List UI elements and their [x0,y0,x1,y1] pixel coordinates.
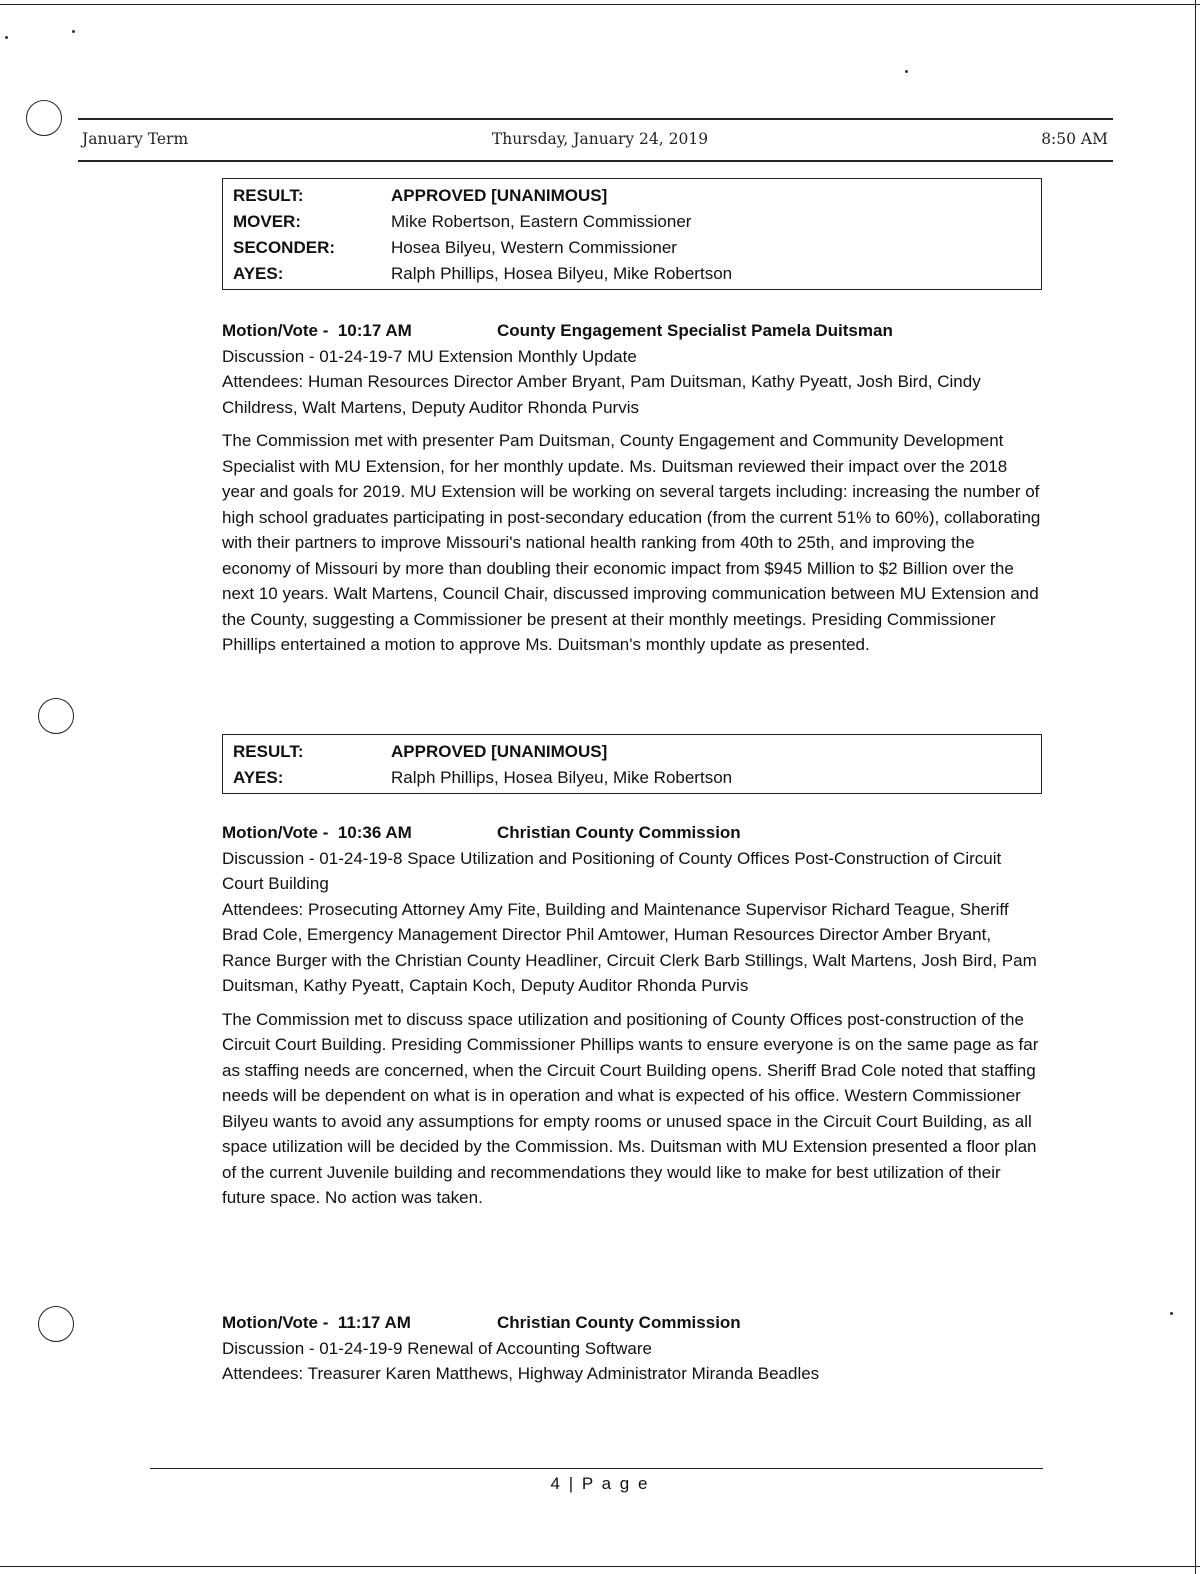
attendees-line: Attendees: Prosecuting Attorney Amy Fite, Building and Maintenance Supervisor Richard Teague, Sheriff Brad Cole, Emergency Management Director Phil Amtower, Human Resources Director Amber Bryant, Rance Burger with the Christian County Headliner, Circuit Clerk Barb Stillings, Walt Martens, Josh Bird, Pam Duitsman, Kathy Pyeatt, Captain Koch, Deputy Auditor Rhonda Purvis [222,899,1037,995]
scan-speck [905,70,908,73]
result-row [233,183,1031,209]
mover-value: Mike Robertson, Eastern Commissioner [391,212,692,231]
discussion-line: Discussion - 01-24-19-9 Renewal of Accounting Software [222,1338,652,1358]
ayes-value: Ralph Phillips, Hosea Bilyeu, Mike Robertson [391,264,733,283]
motion-time: Motion/Vote - 10:17 AM [222,321,412,340]
scan-speck [5,36,8,39]
scan-speck [72,30,75,33]
ayes-label: AYES: [233,264,284,283]
result-value: APPROVED [UNANIMOUS] [391,186,608,205]
result-row [233,739,1031,765]
header-time: 8:50 AM [1041,130,1108,148]
header-term: January Term [82,130,189,148]
punch-hole [38,698,74,734]
mover-row [233,209,1031,235]
seconder-value: Hosea Bilyeu, Western Commissioner [391,238,677,257]
discussion-line: Discussion - 01-24-19-7 MU Extension Monthly Update [222,346,637,366]
motion-presenter: County Engagement Specialist Pamela Duitsman [497,321,893,340]
discussion-line: Discussion - 01-24-19-8 Space Utilization and Positioning of County Offices Post-Construction of Circuit Court Building [222,848,1002,893]
motion-line [222,1310,1042,1336]
ayes-row [233,261,1031,287]
scan-speck [1170,1312,1173,1315]
agenda-item [222,820,1042,1211]
result-label: RESULT: [233,742,304,761]
motion-presenter: Christian County Commission [497,823,741,842]
minutes-paragraph: The Commission met with presenter Pam Duitsman, County Engagement and Community Development Specialist with MU Extension, for her monthly update. Ms. Duitsman reviewed their impact over the 2018 year and goals for 2019. MU Extension will be working on several targets including: increasing the number of high school graduates participating in post-secondary education (from the current 51% to 60%), collaborating with their partners to improve Missouri's national health ranking from 40th to 25th, and improving the economy of Missouri by more than doubling their economic impact from $945 Million to $2 Billion over the next 10 years. Walt Martens, Council Chair, discussed improving communication between MU Extension and the County, suggesting a Commissioner be present at their monthly meetings. Presiding Commissioner Phillips entertained a motion to approve Ms. Duitsman's monthly update as presented. [222,431,1041,654]
seconder-label: SECONDER: [233,238,336,257]
scan-bottom-edge [0,1566,1200,1567]
mover-label: MOVER: [233,212,301,231]
attendees-line: Attendees: Treasurer Karen Matthews, Highway Administrator Miranda Beadles [222,1364,820,1383]
ayes-value: Ralph Phillips, Hosea Bilyeu, Mike Robertson [391,768,733,787]
minutes-paragraph: The Commission met to discuss space utilization and positioning of County Offices post-construction of the Circuit Court Building. Presiding Commissioner Phillips wants to ensure everyone is on the same page as far as staffing needs are concerned, when the Circuit Court Building opens. Sheriff Brad Cole noted that staffing needs will be dependent on what is in operation and what is expected of his office. Western Commissioner Bilyeu wants to avoid any assumptions for empty rooms or unused space in the Circuit Court Building, as all space utilization will be decided by the Commission. Ms. Duitsman with MU Extension presented a floor plan of the current Juvenile building and recommendations they would like to make for best utilization of their future space. No action was taken. [222,1009,1039,1207]
header-rule-top [78,118,1113,120]
motion-presenter: Christian County Commission [497,1313,741,1332]
agenda-item [222,1310,1042,1387]
result-box [222,178,1042,290]
seconder-row [233,235,1031,261]
page-number: 4 | P a g e [550,1474,650,1493]
attendees-line: Attendees: Human Resources Director Amber Bryant, Pam Duitsman, Kathy Pyeatt, Josh Bird, Cindy Childress, Walt Martens, Deputy Auditor Rhonda Purvis [222,372,981,417]
motion-line [222,820,1042,846]
result-box [222,734,1042,794]
punch-hole [38,1306,74,1342]
scan-top-edge [0,4,1200,5]
result-label: RESULT: [233,186,304,205]
footer-rule [150,1468,1043,1469]
header-date: Thursday, January 24, 2019 [491,130,709,148]
motion-line [222,318,1042,344]
motion-time: Motion/Vote - 10:36 AM [222,823,412,842]
scan-right-edge [1195,0,1196,1574]
ayes-row [233,765,1031,791]
header-rule-bottom [78,160,1113,162]
motion-time: Motion/Vote - 11:17 AM [222,1313,411,1332]
agenda-item [222,318,1042,658]
result-value: APPROVED [UNANIMOUS] [391,742,608,761]
ayes-label: AYES: [233,768,284,787]
